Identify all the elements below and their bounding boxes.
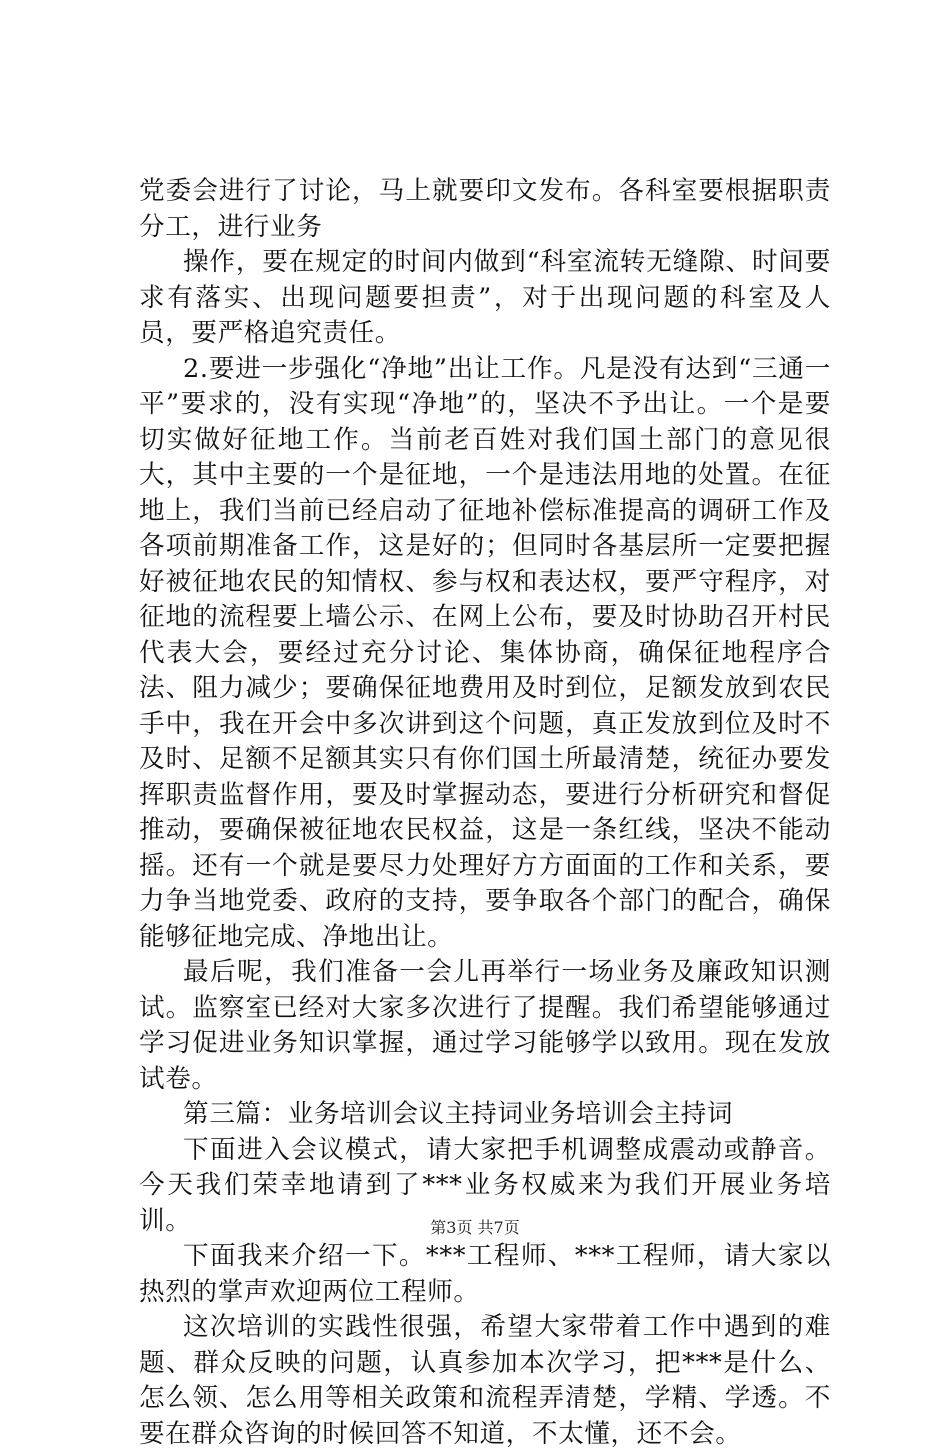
section-heading: 第三篇：业务培训会议主持词业务培训会主持词 <box>183 1099 734 1129</box>
paragraph-4: 最后呢，我们准备一会儿再举行一场业务及廉政知识测试。监察室已经对大家多次进行了提醒。我们希望能够通过学习促进业务知识掌握，通过学习能够学以致用。现在发放试卷。 <box>139 957 831 1094</box>
paragraph-6: 下面我来介绍一下。***工程师、***工程师，请大家以热烈的掌声欢迎两位工程师。 <box>139 1241 831 1307</box>
paragraph-3: 2.要进一步强化“净地”出让工作。凡是没有达到“三通一平”要求的，没有实现“净地”的，坚决不予出让。一个是要切实做好征地工作。当前老百姓对我们国土部门的意见很大，其中主要的一个是征地，一个是违法用地的处置。在征地上，我们当前已经启动了征地补偿标准提高的调研工作及各项前期准备工作，这是好的；但同时各基层所一定要把握好被征地农民的知情权、参与权和表达权，要严守程序，对征地的流程要上墙公示、在网上公布，要及时协助召开村民代表大会，要经过充分讨论、集体协商，确保征地程序合法、阻力减少；要确保征地费用及时到位，足额发放到农民手中，我在开会中多次讲到这个问题，真正发放到位及时不及时、足额不足额其实只有你们国土所最清楚，统征办要发挥职责监督作用，要及时掌握动态，要进行分析研究和督促推动，要确保被征地农民权益，这是一条红线，坚决不能动摇。还有一个就是要尽力处理好方方面面的工作和关系，要力争当地党委、政府的支持，要争取各个部门的配合，确保能够征地完成、净地出让。 <box>139 353 831 952</box>
paragraph-5: 下面进入会议模式，请大家把手机调整成震动或静音。今天我们荣幸地请到了***业务权威来为我们开展业务培训。 <box>139 1134 831 1236</box>
paragraph-1: 党委会进行了讨论，马上就要印文发布。各科室要根据职责分工，进行业务 <box>139 176 831 242</box>
paragraph-7: 这次培训的实践性很强，希望大家带着工作中遇到的难题、群众反映的问题，认真参加本次学习，把***是什么、怎么领、怎么用等相关政策和流程弄清楚，学精、学透。不要在群众咨询的时候回答不知道，不太懂，还不会。 <box>139 1312 831 1449</box>
page-footer <box>0 1218 950 1238</box>
paragraph-2: 操作，要在规定的时间内做到“科室流转无缝隙、时间要求有落实、出现问题要担责”，对于出现问题的科室及人员，要严格追究责任。 <box>139 247 831 348</box>
page-number: 第3页 共7页 <box>430 1218 520 1237</box>
document-body <box>139 174 831 1452</box>
